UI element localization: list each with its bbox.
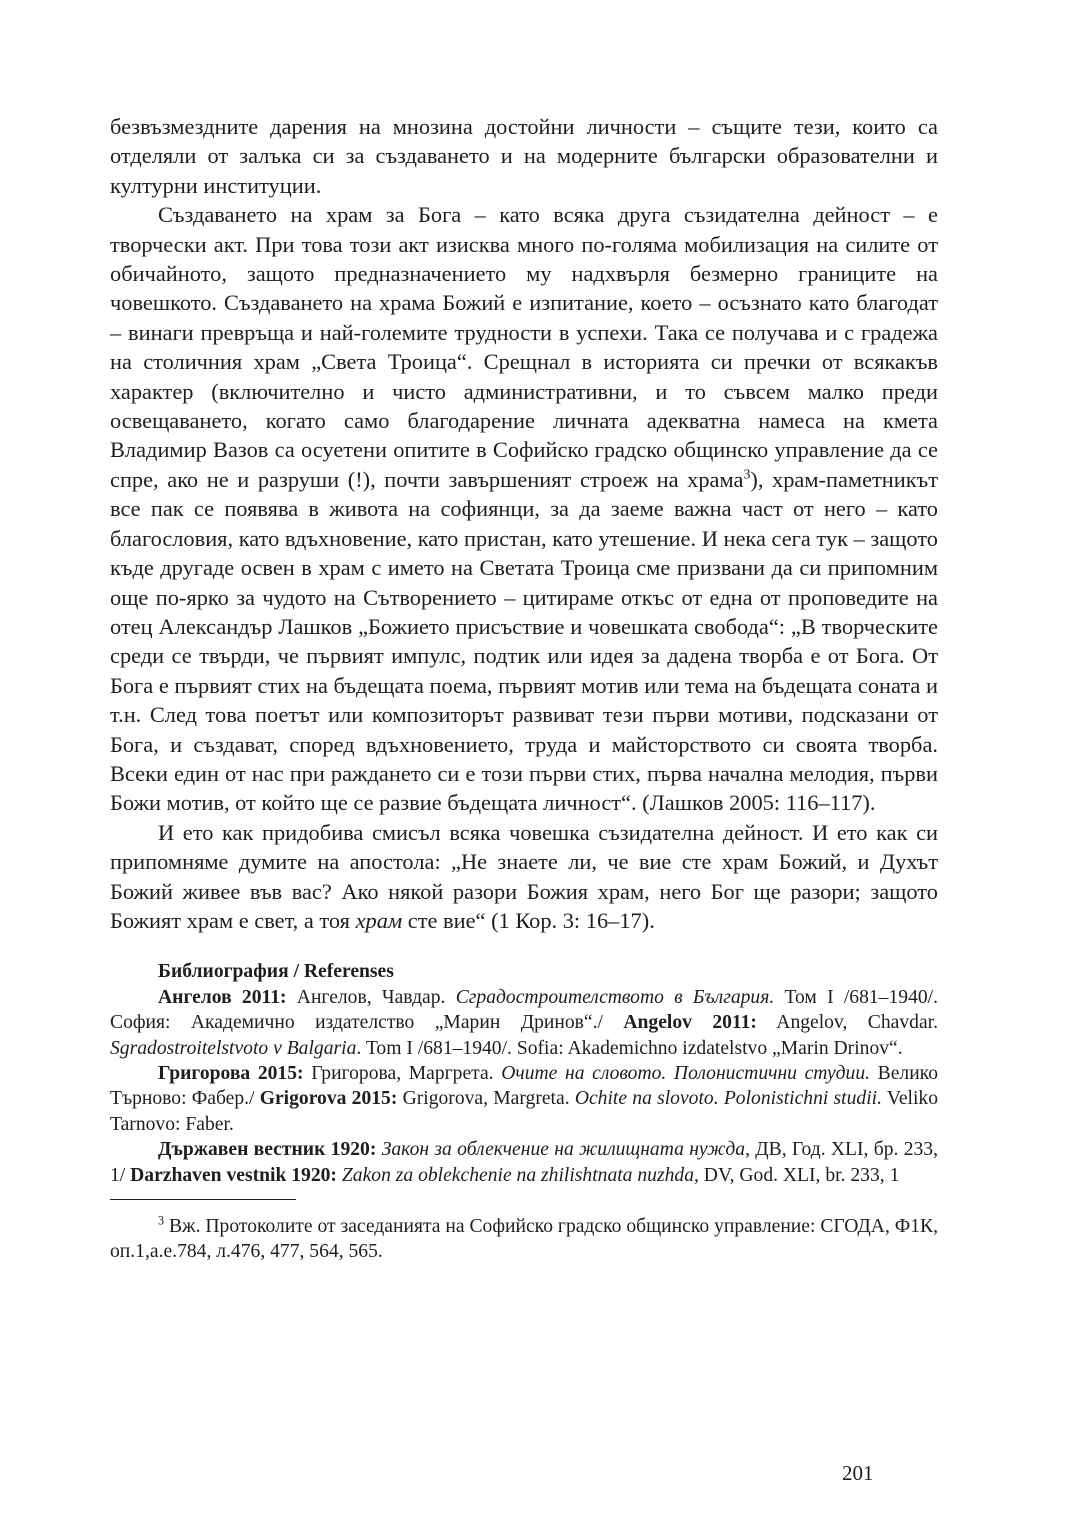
- entry-title-latin: Ochite na slovoto. Polonistichni studii.: [574, 1088, 882, 1110]
- entry-key-latin: Grigorova 2015:: [259, 1088, 398, 1110]
- entry-title: Закон за облекчение на жилищната нужда,: [381, 1139, 750, 1161]
- paragraph-2: [110, 200, 938, 818]
- paragraph-3-italic: храм: [355, 907, 403, 933]
- entry-key: Държавен вестник 1920:: [158, 1139, 377, 1161]
- entry-details: Велико Търново: Фабер./: [110, 1063, 938, 1110]
- entry-details-latin: . Tom I /681–1940/. Sofia: Akademichno izdatelstvo „Marin Drinov“.: [356, 1037, 903, 1059]
- entry-key-latin: Darzhaven vestnik 1920:: [130, 1164, 337, 1186]
- bibliography-entry: [110, 1061, 938, 1137]
- document-page: [110, 112, 938, 1265]
- footnote: [110, 1214, 938, 1265]
- paragraph-3: [110, 818, 938, 936]
- bibliography-entry: [110, 985, 938, 1061]
- bibliography: [110, 959, 938, 1188]
- paragraph-2-text-a: Създаването на храм за Бога – като всяка друга съзидателна дейност – е творчески акт. При това този акт изисква много по-голяма мобилизация на силите от обичайното, защото предназначението му надхвърля безмерно границите на човешкото. Създаването на храма Божий е изпитание, което – осъзнато като благодат – винаги превръща и най-големите трудности в успехи. Така се получава и с градежа на столичния храм „Света Троица“. Срещнал в историята си пречки от всякакъв характер (включително и чисто административни, и то съвсем малко преди освещаването, когато само благодарение личната адекватна намеса на кмета Владимир Вазов са осуетени опитите в Софийско градско общинско управление да се спре, ако не и разруши (!), почти завършеният строеж на храма: [110, 202, 938, 492]
- entry-details: Том I /681–1940/. София: Академично издателство „Марин Дринов“./: [110, 986, 939, 1034]
- entry-title: Сградостроителството в България.: [455, 986, 775, 1008]
- footnote-text: Вж. Протоколите от заседанията на Софийско градско общинско управление: СГОДА, Ф1К, оп.1,а.е.784, л.476, 477, 564, 565.: [110, 1216, 938, 1263]
- paragraph-3-text-b: сте вие“ (1 Кор. 3: 16–17).: [402, 907, 655, 933]
- paragraph-1: безвъзмездните дарения на мнозина достойни личности – същите тези, които са отделяли от залъка си за създаването и на модерните български образователни и културни институции.: [110, 114, 938, 198]
- paragraph-3-text-a: И ето как придобива смисъл всяка човешка съзидателна дейност. И ето как си припомняме думите на апостола: „Не знаете ли, че вие сте храм Божий, и Духът Божий живее във вас? Ако някой разори Божия храм, него Бог ще разори; защото Божият храм е свет, а тоя: [110, 819, 938, 933]
- entry-title: Очите на словото. Полонистични студии.: [501, 1063, 871, 1084]
- footnote-divider: [110, 1199, 296, 1200]
- entry-key: Григорова 2015:: [158, 1063, 304, 1084]
- entry-details: ДВ, Год. XLI, бр. 233, 1/: [110, 1139, 938, 1186]
- entry-author: Ангелов, Чавдар.: [286, 986, 456, 1008]
- footnote-marker: 3: [158, 1213, 165, 1228]
- paragraph-2-text-b: ), храм-паметникът все пак се появява в живота на софиянци, за да заеме важна част от него – като благословия, като вдъхновение, като пристан, като утешение. И нека сега тук – защото къде другаде освен в храм с името на Светата Троица сме призвани да си припомним още по-ярко за чудото на Сътворението – цитираме откъс от една от проповедите на отец Александър Лашков „Божието присъствие и човешката свобода“: „В творческите среди се твърди, че първият импулс, подтик или идея за дадена творба е от Бога. От Бога е първият стих на бъдещата поема, първият мотив или тема на бъдещата соната и т.н. След това поетът или композиторът развиват тези първи мотиви, подсказани от Бога, и създават, според вдъхновението, труда и майсторството си своята творба. Всеки един от нас при раждането си е този първи стих, първа начална мелодия, първи Божи мотив, от който ще се развие бъдещата личност“. (Лашков 2005: 116–117).: [110, 466, 939, 816]
- entry-title-latin: Sgradostroitelstvoto v Balgaria: [110, 1037, 357, 1059]
- bibliography-entry: [110, 1137, 938, 1188]
- entry-author: Григорова, Маргрета.: [303, 1063, 502, 1084]
- entry-key: Ангелов 2011:: [158, 986, 287, 1008]
- entry-author-latin: Angelov, Chavdar.: [756, 1012, 938, 1034]
- entry-details-latin: , DV, God. XLI, br. 233, 1: [694, 1164, 900, 1186]
- bibliography-heading: Библиография / Referenses: [158, 961, 394, 983]
- footnote-reference[interactable]: 3: [743, 467, 751, 483]
- entry-author-latin: Grigorova, Margreta.: [397, 1088, 575, 1110]
- page-number: 201: [842, 1461, 874, 1485]
- entry-details-latin: Veliko Tarnovo: Faber.: [110, 1088, 939, 1135]
- entry-key-latin: Angelov 2011:: [623, 1012, 757, 1034]
- main-text: [110, 112, 938, 935]
- entry-title-latin: Zakon za oblekchenie na zhilishtnata nuzhda: [341, 1164, 694, 1186]
